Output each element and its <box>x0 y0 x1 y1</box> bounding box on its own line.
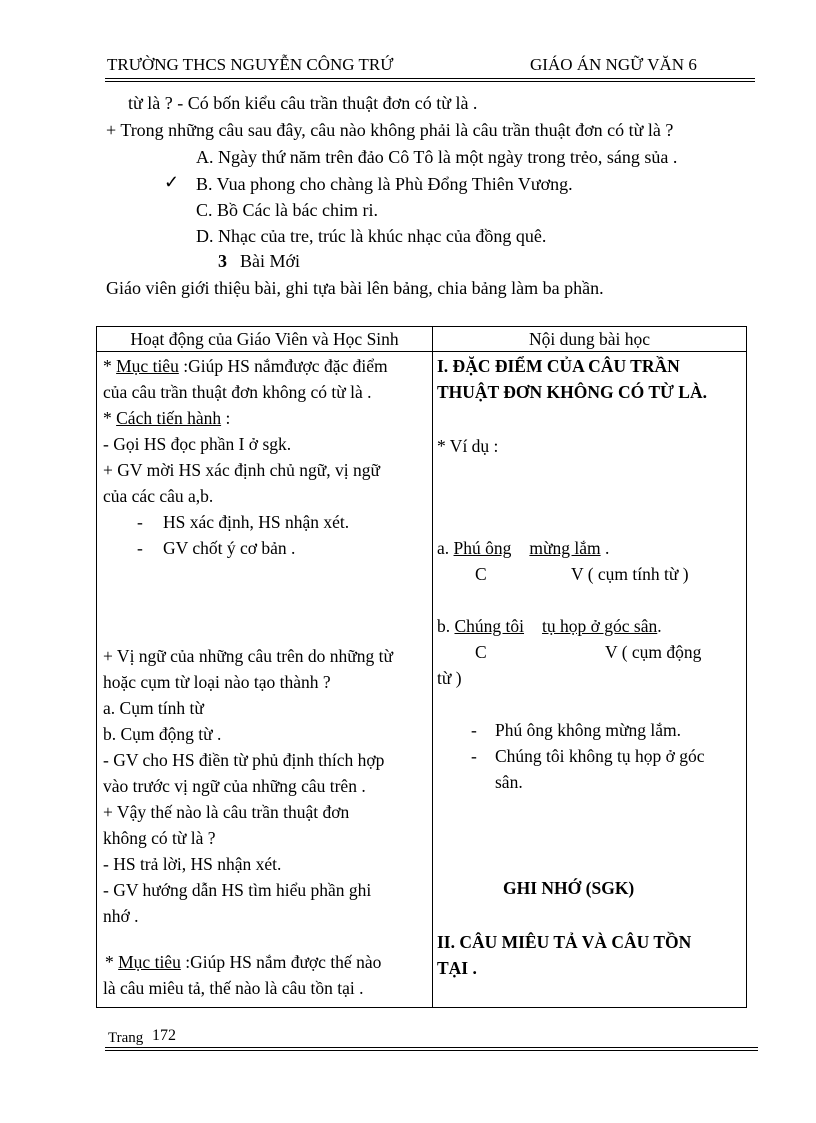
example-b-subject-tag: C <box>475 642 487 662</box>
heading-section-2-cont: TẠI . <box>437 958 477 978</box>
ghi-nho: GHI NHỚ (SGK) <box>503 878 635 898</box>
gv-guide: - GV hướng dẫn HS tìm hiểu phần ghi <box>103 880 372 900</box>
section-title: Bài Mới <box>240 251 301 271</box>
header-subject: GIÁO ÁN NGỮ VĂN 6 <box>530 55 697 74</box>
objective-2-cont: là câu miêu tả, thế nào là câu tồn tại . <box>103 978 364 998</box>
step-read: - Gọi HS đọc phần I ở sgk. <box>103 434 292 454</box>
step-identify-cont: của các câu a,b. <box>103 486 214 506</box>
option-c: C. Bồ Các là bác chim ri. <box>196 200 378 220</box>
option-a: A. Ngày thứ năm trên đảo Cô Tô là một ngày trong trẻo, sáng sủa . <box>196 147 678 167</box>
footer-page-number: 172 <box>152 1027 176 1044</box>
gv-guide-cont: nhớ . <box>103 906 139 926</box>
example-a-subject-tag: C <box>475 564 487 584</box>
header-school: TRƯỜNG THCS NGUYỄN CÔNG TRỨ <box>107 55 394 74</box>
bullet-dash: - <box>471 746 477 766</box>
lesson-table <box>96 326 747 1008</box>
bullet-dash: - <box>471 720 477 740</box>
negation-b: Chúng tôi không tụ họp ở góc <box>495 746 705 766</box>
negation-a: Phú ông không mừng lắm. <box>495 720 681 740</box>
example-b-predicate-tag-cont: từ ) <box>437 668 462 688</box>
question-definition-cont: không có từ là ? <box>103 828 216 848</box>
check-icon: ✓ <box>164 172 180 192</box>
method-label: * Cách tiến hành : <box>103 408 231 428</box>
answer-b: b. Cụm động từ . <box>103 724 222 744</box>
answer-a: a. Cụm tính từ <box>103 698 204 718</box>
step-identify: + GV mời HS xác định chủ ngữ, vị ngữ <box>103 460 380 480</box>
quiz-question: + Trong những câu sau đây, câu nào không phải là câu trần thuật đơn có từ là ? <box>106 120 674 140</box>
sub-step-hs: HS xác định, HS nhận xét. <box>163 512 350 532</box>
hs-answer: - HS trả lời, HS nhận xét. <box>103 854 282 874</box>
activities-cell <box>97 352 433 1008</box>
footer-page-label: Trang <box>108 1030 144 1046</box>
negation-b-cont: sân. <box>495 772 523 792</box>
example-b-predicate-tag: V ( cụm động <box>605 642 702 662</box>
header-rule-2 <box>105 81 755 82</box>
section-number: 3 <box>218 251 227 271</box>
heading-section-2: II. CÂU MIÊU TẢ VÀ CÂU TỒN <box>437 932 692 952</box>
heading-section-1: I. ĐẶC ĐIỂM CỦA CÂU TRẦN <box>437 356 680 376</box>
option-d: D. Nhạc của tre, trúc là khúc nhạc của đồng quê. <box>196 226 547 246</box>
intro-line: từ là ? - Có bốn kiểu câu trần thuật đơn có từ là . <box>128 93 478 113</box>
column-header-content: Nội dung bài học <box>433 327 747 352</box>
gv-negation: - GV cho HS điền từ phủ định thích hợp <box>103 750 385 770</box>
footer-rule-2 <box>105 1050 758 1051</box>
example-a: a. Phú ông mừng lắm . <box>437 538 610 558</box>
content-cell <box>433 352 747 1008</box>
header-rule <box>105 78 755 79</box>
teacher-intro: Giáo viên giới thiệu bài, ghi tựa bài lên bảng, chia bảng làm ba phần. <box>106 278 604 298</box>
bullet-dash: - <box>137 512 143 532</box>
heading-section-1-cont: THUẬT ĐƠN KHÔNG CÓ TỪ LÀ. <box>437 382 707 402</box>
example-b: b. Chúng tôi tụ họp ở góc sân. <box>437 616 662 636</box>
question-definition: + Vậy thế nào là câu trần thuật đơn <box>103 802 350 822</box>
example-label: * Ví dụ : <box>437 436 499 456</box>
objective-1: * Mục tiêu :Giúp HS nắmđược đặc điểm <box>103 356 388 376</box>
objective-2: * Mục tiêu :Giúp HS nắm được thế nào <box>105 952 382 972</box>
objective-1-cont: của câu trần thuật đơn không có từ là . <box>103 382 372 402</box>
column-header-activities: Hoạt động của Giáo Viên và Học Sinh <box>97 327 433 352</box>
option-b: B. Vua phong cho chàng là Phù Đổng Thiên Vương. <box>196 174 573 194</box>
example-a-predicate-tag: V ( cụm tính từ ) <box>571 564 689 584</box>
question-predicate-cont: hoặc cụm từ loại nào tạo thành ? <box>103 672 331 692</box>
question-predicate: + Vị ngữ của những câu trên do những từ <box>103 646 394 666</box>
bullet-dash: - <box>137 538 143 558</box>
footer-rule <box>105 1047 758 1048</box>
sub-step-gv: GV chốt ý cơ bản . <box>163 538 296 558</box>
gv-negation-cont: vào trước vị ngữ của những câu trên . <box>103 776 366 796</box>
